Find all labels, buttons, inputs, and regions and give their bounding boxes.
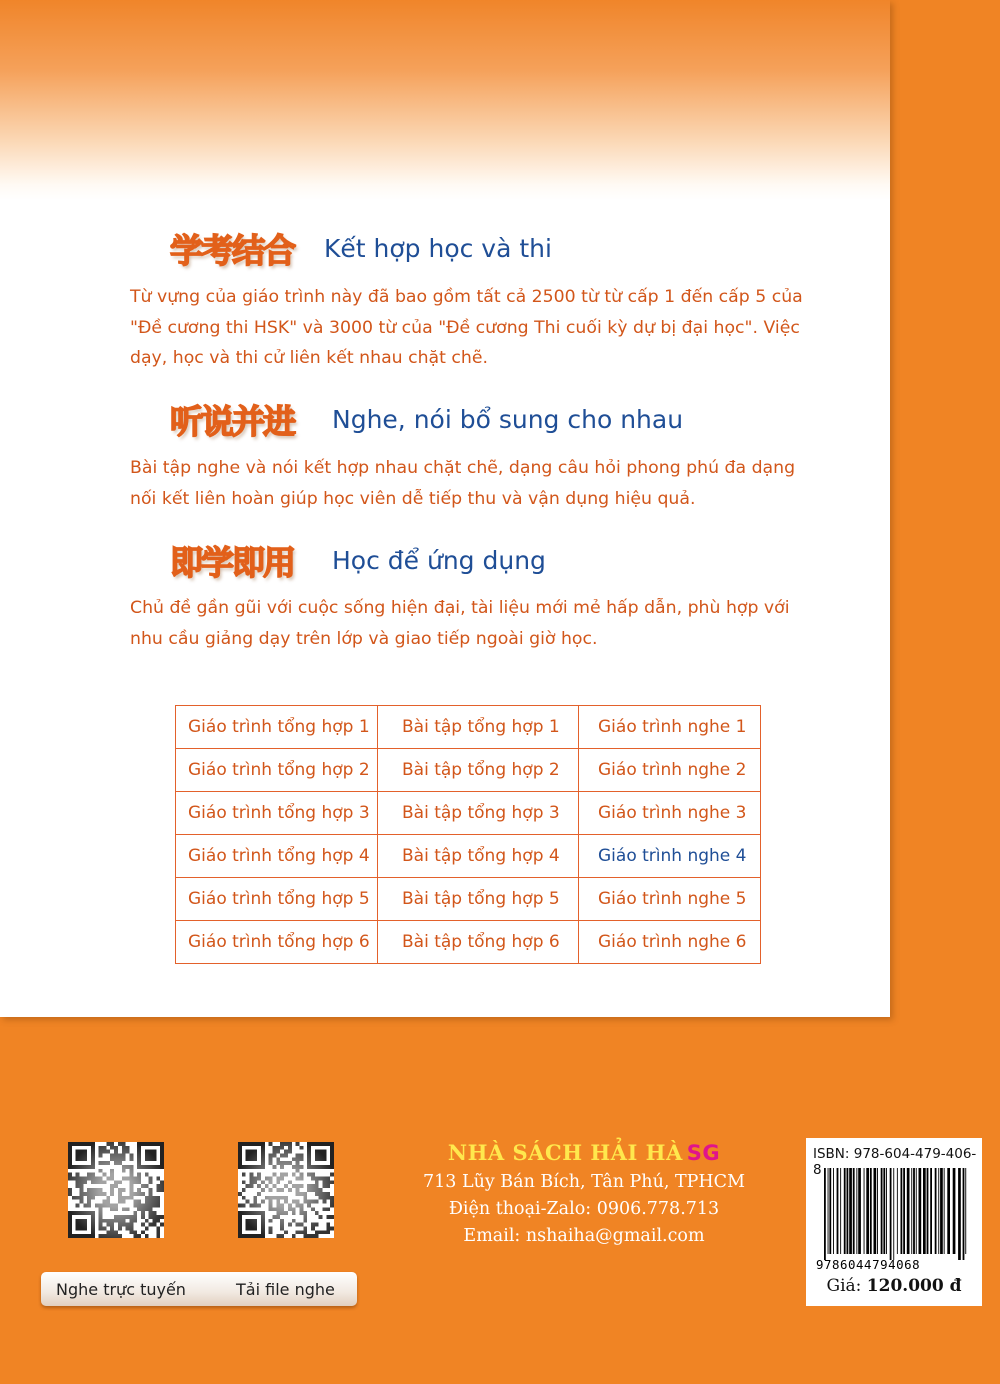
isbn-box xyxy=(806,1138,982,1306)
publisher-name: NHÀ SÁCH HẢI HÀ xyxy=(447,1140,683,1165)
book-title-cell: Giáo trình tổng hợp 3 xyxy=(176,792,378,835)
qr-code-online[interactable] xyxy=(68,1142,164,1238)
book-title-cell: Giáo trình tổng hợp 6 xyxy=(176,921,378,964)
publisher-info xyxy=(405,1140,763,1246)
section-3-chinese-title: 即学即用 xyxy=(170,543,294,582)
book-title-cell: Bài tập tổng hợp 3 xyxy=(378,792,579,835)
publisher-address: 713 Lũy Bán Bích, Tân Phú, TPHCM xyxy=(423,1172,745,1192)
price-label: Giá: xyxy=(826,1276,862,1296)
section-heading-1 xyxy=(170,225,552,272)
table-row xyxy=(176,706,761,749)
table-row xyxy=(176,921,761,964)
publisher-name-line xyxy=(405,1140,763,1165)
publisher-phone: Điện thoại-Zalo: 0906.778.713 xyxy=(448,1199,720,1219)
book-title-cell: Bài tập tổng hợp 2 xyxy=(378,749,579,792)
publisher-suffix: SG xyxy=(686,1141,721,1165)
section-1-title: Kết hợp học và thi xyxy=(324,234,552,263)
price xyxy=(806,1276,982,1296)
book-title-cell: Bài tập tổng hợp 4 xyxy=(378,835,579,878)
isbn-label: ISBN: 978-604-479-406-8 xyxy=(813,1146,977,1178)
book-title-cell: Giáo trình nghe 3 xyxy=(579,792,761,835)
publisher-email: Email: nshaiha@gmail.com xyxy=(463,1226,705,1246)
section-1-text: Từ vựng của giáo trình này đã bao gồm tất cả 2500 từ từ cấp 1 đến cấp 5 của "Đề cương thi HSK" và 3000 từ của "Đề cương Thi cuối kỳ dự bị đại học". Việc dạy, học và thi cử liên kết nhau chặt chẽ. xyxy=(130,287,803,368)
book-title-cell: Bài tập tổng hợp 6 xyxy=(378,921,579,964)
book-title-cell: Giáo trình tổng hợp 5 xyxy=(176,878,378,921)
book-title-cell: Giáo trình nghe 5 xyxy=(579,878,761,921)
qr-code-icon xyxy=(238,1142,334,1238)
table-row xyxy=(176,878,761,921)
section-2-chinese-title: 听说并进 xyxy=(170,402,294,441)
table-row xyxy=(176,749,761,792)
qr-code-icon xyxy=(68,1142,164,1238)
book-title-cell: Giáo trình tổng hợp 2 xyxy=(176,749,378,792)
table-row xyxy=(176,792,761,835)
book-title-cell: Giáo trình nghe 6 xyxy=(579,921,761,964)
section-heading-2 xyxy=(170,396,683,443)
book-title-cell: Giáo trình nghe 2 xyxy=(579,749,761,792)
section-3-title: Học để ứng dụng xyxy=(332,546,546,575)
book-title-cell: Giáo trình nghe 1 xyxy=(579,706,761,749)
book-title-cell: Bài tập tổng hợp 5 xyxy=(378,878,579,921)
download-audio-label[interactable]: Tải file nghe xyxy=(236,1280,335,1299)
price-value: 120.000 đ xyxy=(866,1276,962,1296)
book-title-cell: Giáo trình tổng hợp 1 xyxy=(176,706,378,749)
barcode-digits: 9786044794068 xyxy=(816,1257,921,1272)
section-2-title: Nghe, nói bổ sung cho nhau xyxy=(332,405,684,434)
listen-online-label[interactable]: Nghe trực tuyến xyxy=(56,1280,186,1299)
audio-label-bar xyxy=(41,1272,357,1306)
qr-code-download[interactable] xyxy=(238,1142,334,1238)
section-1-chinese-title: 学考结合 xyxy=(170,231,294,270)
book-title-cell: Giáo trình nghe 4 xyxy=(579,835,761,878)
book-title-cell: Giáo trình tổng hợp 4 xyxy=(176,835,378,878)
barcode-icon xyxy=(814,1168,974,1272)
book-series-table xyxy=(175,705,761,964)
book-title-cell: Bài tập tổng hợp 1 xyxy=(378,706,579,749)
section-2-text: Bài tập nghe và nói kết hợp nhau chặt chẽ, dạng câu hỏi phong phú đa dạng nối kết liên hoàn giúp học viên dễ tiếp thu và vận dụng hiệu quả. xyxy=(130,458,796,509)
section-heading-3 xyxy=(170,537,546,584)
table-row xyxy=(176,835,761,878)
section-3-text: Chủ đề gần gũi với cuộc sống hiện đại, tài liệu mới mẻ hấp dẫn, phù hợp với nhu cầu giảng dạy trên lớp và giao tiếp ngoài giờ học. xyxy=(130,598,790,649)
